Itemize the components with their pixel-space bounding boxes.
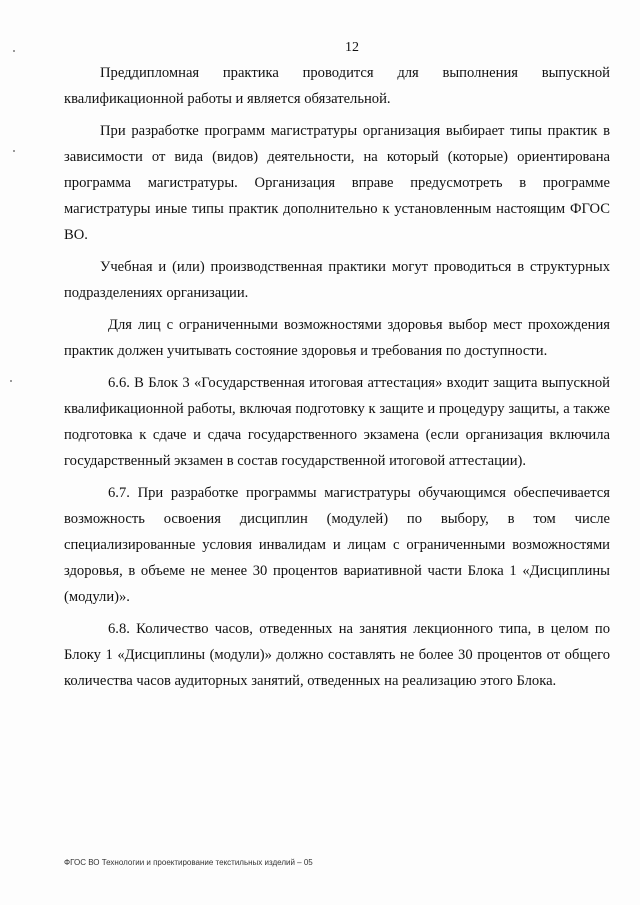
- page-footer: ФГОС ВО Технологии и проектирование текстильных изделий – 05: [64, 858, 313, 867]
- scan-speck: [13, 150, 15, 152]
- paragraph-pre-diploma-practice: Преддипломная практика проводится для выполнения выпускной квалификационной работы и является обязательной.: [64, 65, 610, 107]
- page-number: 12: [345, 40, 359, 55]
- document-body: [64, 60, 610, 700]
- scan-speck: [10, 380, 12, 382]
- paragraph-6-7: 6.7. При разработке программы магистратуры обучающимся обеспечивается возможность освоения дисциплин (модулей) по выбору, в том числе специализированные условия инвалидам и лицам с ограниченными возможностями здоровья, в объеме не менее 30 процентов вариативной части Блока 1 «Дисциплины (модули)».: [64, 485, 610, 605]
- paragraph-6-8: 6.8. Количество часов, отведенных на занятия лекционного типа, в целом по Блоку 1 «Дисциплины (модули)» должно составлять не более 30 процентов от общего количества часов аудиторных занятий, отведенных на реализацию этого Блока.: [64, 621, 610, 689]
- paragraph-6-6: 6.6. В Блок 3 «Государственная итоговая аттестация» входит защита выпускной квалификационной работы, включая подготовку к защите и процедуру защиты, а также подготовка к сдаче и сдача государственного экзамена (если организация включила государственный экзамен в состав государственной итоговой аттестации).: [64, 375, 610, 469]
- scan-speck: [13, 50, 15, 52]
- paragraph-practice-types: При разработке программ магистратуры организация выбирает типы практик в зависимости от вида (видов) деятельности, на который (которые) ориентирована программа магистратуры. Организация вправе предусмотреть в программе магистратуры иные типы практик дополнительно к установленным настоящим ФГОС ВО.: [64, 123, 610, 243]
- paragraph-structural-units: Учебная и (или) производственная практики могут проводиться в структурных подразделениях организации.: [64, 259, 610, 301]
- paragraph-disabilities-practice: Для лиц с ограниченными возможностями здоровья выбор мест прохождения практик должен учитывать состояние здоровья и требования по доступности.: [64, 317, 610, 359]
